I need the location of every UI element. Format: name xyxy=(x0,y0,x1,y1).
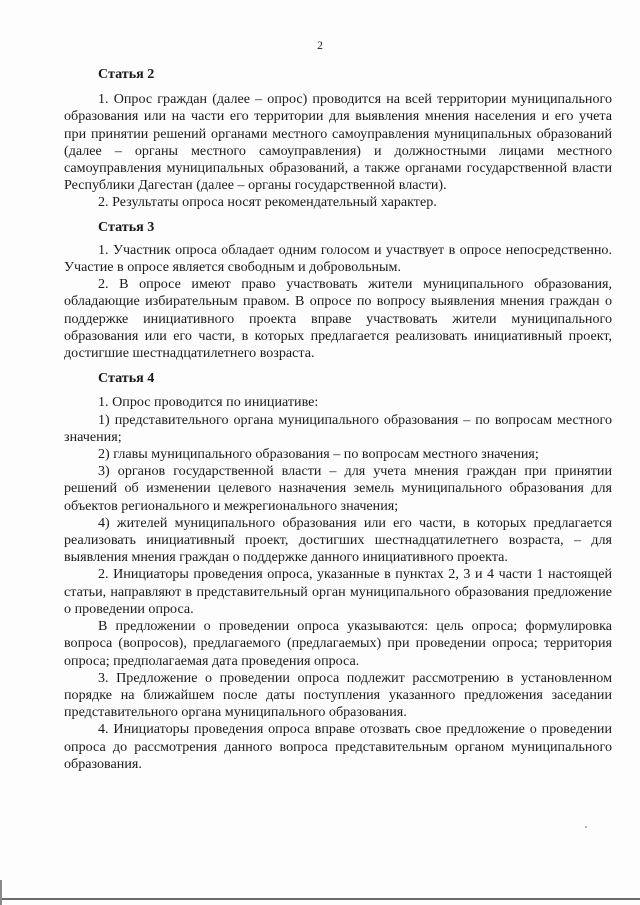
article-4-paragraph-2-details: В предложении о проведении опроса указываются: цель опроса; формулировка вопроса (вопросов), предлагаемого (предлагаемых) при проведении опроса; территория опроса; предполагаемая дата проведения опроса. xyxy=(64,618,612,669)
article-4-heading: Статья 4 xyxy=(98,370,155,387)
article-2-paragraph-1: 1. Опрос граждан (далее – опрос) проводится на всей территории муниципального образования или на части его территории для выявления мнения населения и его учета при принятии решений органами местного самоуправления муниципальных образований (далее – органы местного самоуправления) и должностными лицами местного самоуправления муниципальных образований, а также органами государственной власти Республики Дагестан (далее – органы государственной власти). xyxy=(64,91,612,194)
scan-speck xyxy=(585,826,587,828)
article-4-paragraph-2: 2. Инициаторы проведения опроса, указанные в пунктах 2, 3 и 4 части 1 настоящей статьи, направляют в представительный орган муниципального образования предложение о проведении опроса. xyxy=(64,566,612,617)
article-3-paragraph-2: 2. В опросе имеют право участвовать жители муниципального образования, обладающие избирательным правом. В опросе по вопросу выявления мнения граждан о поддержке инициативного проекта вправе участвовать жители муниципального образования или его части, в которых предлагается реализовать инициативный проект, достигшие шестнадцатилетнего возраста. xyxy=(64,276,612,362)
page-number: 2 xyxy=(317,40,323,52)
scan-edge-left xyxy=(0,880,2,905)
article-2-paragraph-2: 2. Результаты опроса носят рекомендательный характер. xyxy=(98,194,437,211)
article-4-paragraph-4: 4. Инициаторы проведения опроса вправе отозвать свое предложение о проведении опроса до рассмотрения данного вопроса представительным органом муниципального образования. xyxy=(64,721,612,772)
article-3-paragraph-1: 1. Участник опроса обладает одним голосом и участвует в опросе непосредственно. Участие в опросе является свободным и добровольным. xyxy=(64,241,612,276)
article-4-list-item-4: 4) жителей муниципального образования или его части, в которых предлагается реализовать инициативный проект, достигших шестнадцатилетнего возраста, – для выявления мнения граждан о поддержке данного инициативного проекта. xyxy=(64,514,612,566)
article-4-paragraph-1: 1. Опрос проводится по инициативе: xyxy=(98,394,319,411)
article-2-heading: Статья 2 xyxy=(98,66,155,82)
article-4-list-item-2: 2) главы муниципального образования – по вопросам местного значения; xyxy=(98,446,539,463)
document-body xyxy=(64,66,612,773)
scan-edge-bottom xyxy=(0,898,640,900)
article-3-heading: Статья 3 xyxy=(98,218,155,235)
article-4-list-item-3: 3) органов государственной власти – для учета мнения граждан при принятии решений об изменении целевого назначения земель муниципального образования для объектов регионального и межрегионального значения; xyxy=(64,463,612,514)
article-4-list-item-1: 1) представительного органа муниципального образования – по вопросам местного значения; xyxy=(64,411,612,445)
article-4-paragraph-3: 3. Предложение о проведении опроса подлежит рассмотрению в установленном порядке на ближайшем после даты поступления указанного предложения заседании представительного органа муниципального образования. xyxy=(64,669,612,721)
